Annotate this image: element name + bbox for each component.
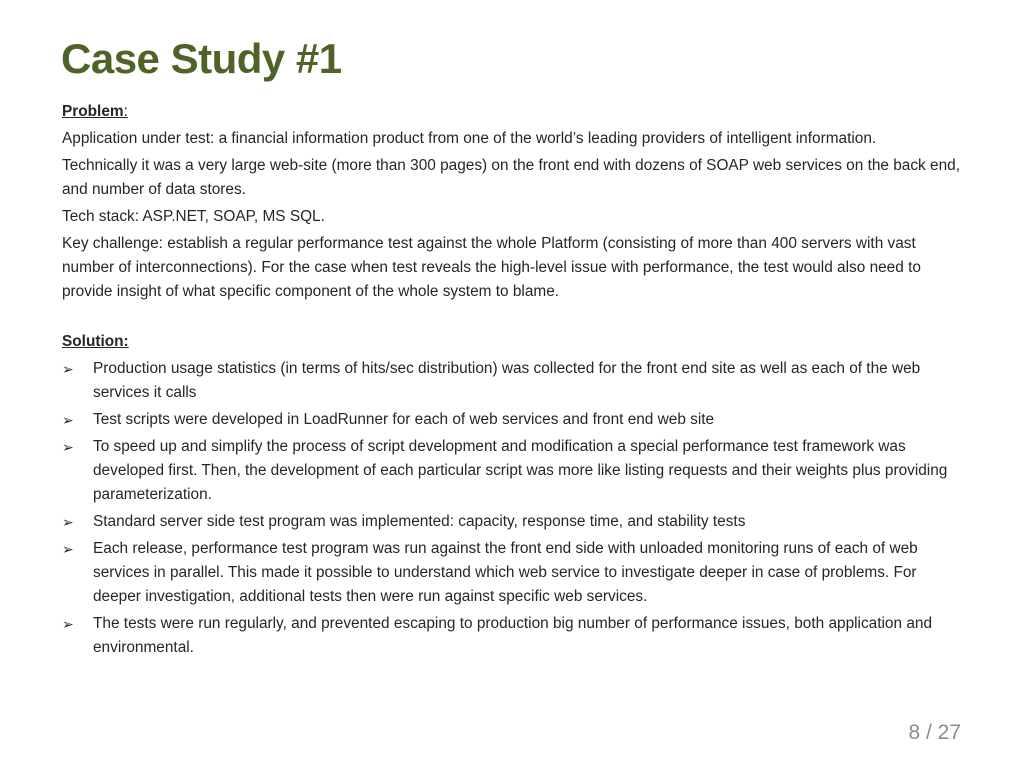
arrowhead-bullet-icon: ➢ [62, 439, 74, 455]
list-item [62, 612, 962, 660]
arrowhead-bullet-icon: ➢ [62, 514, 74, 530]
slide-title: Case Study #1 [61, 35, 342, 82]
list-item [62, 537, 962, 609]
arrowhead-bullet-icon: ➢ [62, 361, 74, 377]
solution-heading: Solution: [62, 333, 129, 350]
section-spacer [62, 304, 962, 330]
problem-paragraph-application: Application under test: a financial information product from one of the world’s leading providers of intelligent information. [62, 130, 877, 147]
problem-paragraph-technical: Technically it was a very large web-site (more than 300 pages) on the front end with dozens of SOAP web services on the back end, and number of data stores. [62, 157, 960, 198]
bullet-text: The tests were run regularly, and prevented escaping to production big number of performance issues, both application and environmental. [93, 615, 932, 656]
problem-heading [62, 100, 962, 124]
arrowhead-bullet-icon: ➢ [62, 616, 74, 632]
problem-paragraph-tech-stack: Tech stack: ASP.NET, SOAP, MS SQL. [62, 208, 325, 225]
list-item [62, 510, 962, 534]
problem-paragraph-key-challenge: Key challenge: establish a regular performance test against the whole Platform (consisting of more than 400 servers with vast number of interconnections). For the case when test reveals the high-level issue with performance, the test would also need to provide insight of what specific component of the whole system to blame. [62, 235, 921, 300]
page-number: 8 / 27 [908, 721, 961, 744]
list-item [62, 435, 962, 507]
bullet-text: Test scripts were developed in LoadRunner for each of web services and front end web site [93, 411, 715, 428]
arrowhead-bullet-icon: ➢ [62, 412, 74, 428]
problem-heading-label: Problem [62, 103, 124, 120]
solution-bullet-list [62, 357, 962, 660]
slide-content [62, 100, 962, 663]
bullet-text: To speed up and simplify the process of script development and modification a special performance test framework was developed first. Then, the development of each particular script was more like listing requests and their weights plus providing parameterization. [93, 438, 948, 503]
list-item [62, 357, 962, 405]
bullet-text: Each release, performance test program was run against the front end side with unloaded monitoring runs of each of web services in parallel. This made it possible to understand which web service to investigate deeper in case of problems. For deeper investigation, additional tests then were run against specific web services. [93, 540, 918, 605]
bullet-text: Standard server side test program was implemented: capacity, response time, and stability tests [93, 513, 746, 530]
arrowhead-bullet-icon: ➢ [62, 541, 74, 557]
list-item [62, 408, 962, 432]
bullet-text: Production usage statistics (in terms of hits/sec distribution) was collected for the front end site as well as each of the web services it calls [93, 360, 921, 401]
problem-heading-colon: : [123, 103, 128, 120]
